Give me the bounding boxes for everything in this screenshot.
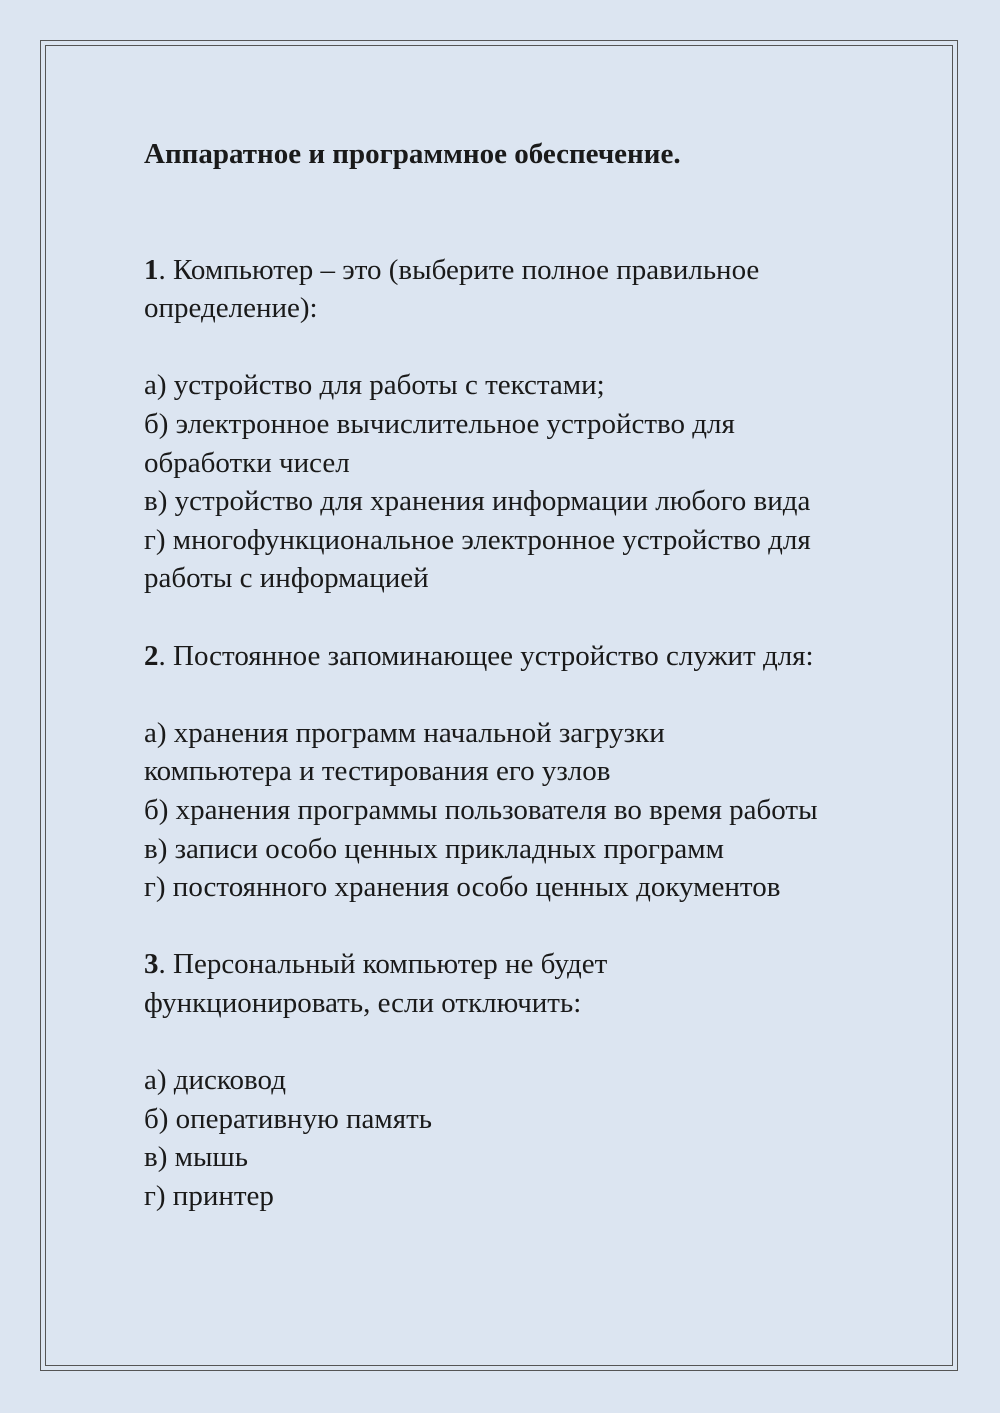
question-1 [144, 251, 944, 598]
answer-option: г) многофункциональное электронное устройство для [144, 523, 811, 556]
answer-option: в) мышь [144, 1141, 248, 1174]
worksheet-title: Аппаратное и программное обеспечение. [144, 138, 681, 170]
question-1-prompt-line-1: 1. Компьютер – это (выберите полное правильное [144, 253, 760, 286]
question-number: 3 [144, 948, 159, 981]
answer-option: г) принтер [144, 1179, 274, 1212]
question-3 [144, 945, 944, 1215]
answer-option: б) электронное вычислительное устройство для [144, 407, 735, 440]
question-number: 2 [144, 639, 159, 672]
answer-option: компьютера и тестирования его узлов [144, 755, 611, 788]
answer-option: в) устройство для хранения информации любого вида [144, 485, 811, 518]
question-number: 1 [144, 253, 159, 286]
answer-option: а) хранения программ начальной загрузки [144, 716, 665, 749]
answer-option: работы с информацией [144, 562, 429, 595]
question-3-prompt-line-1: 3. Персональный компьютер не будет [144, 948, 608, 981]
answer-option: г) постоянного хранения особо ценных документов [144, 871, 781, 904]
answer-option: б) хранения программы пользователя во время работы [144, 793, 818, 826]
question-3-prompt-line-2: функционировать, если отключить: [144, 986, 582, 1019]
answer-option: а) дисковод [144, 1064, 286, 1097]
question-2-prompt-line-1: 2. Постоянное запоминающее устройство служит для: [144, 639, 814, 672]
answer-option: в) записи особо ценных прикладных программ [144, 832, 724, 865]
question-2 [144, 637, 944, 907]
answer-option: обработки чисел [144, 446, 350, 479]
question-1-prompt-line-2: определение): [144, 292, 318, 325]
answer-option: б) оперативную память [144, 1102, 432, 1135]
worksheet-content [144, 135, 944, 1215]
answer-option: а) устройство для работы с текстами; [144, 369, 605, 402]
